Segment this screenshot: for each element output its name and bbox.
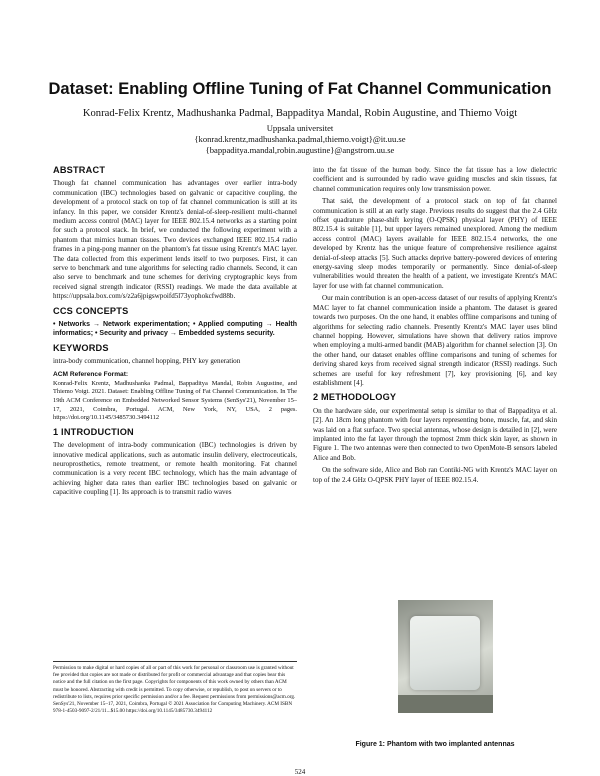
left-column — [53, 166, 297, 501]
author-list: Konrad-Felix Krentz, Madhushanka Padmal, Bappaditya Mandal, Robin Augustine, and Thiemo Voigt — [82, 108, 518, 119]
email-line-2: {bappaditya.mandal,robin.augustine}@angstrom.uu.se — [205, 145, 395, 155]
figure-caption: Figure 1: Phantom with two implanted antennas — [355, 741, 515, 748]
ccs-heading: CCS CONCEPTS — [53, 305, 129, 316]
methodology-paragraph-1: On the hardware side, our experimental setup is similar to that of Bappaditya et al. [2]. An 18cm long phantom with four layers representing bone, muscle, fat, and skin was laid on a flat surface. Two special antennas, whose design is detailed in [2], were implanted into the fat layer through the topmost 2mm thick skin layer, as shown in Figure 1. The two antennas were then connected to two OpenMote-B sensors labeled Alice and Bob. — [313, 406, 557, 462]
phantom-object — [410, 616, 480, 690]
permission-footnote: Permission to make digital or hard copies of all or part of this work for personal or classroom use is granted without fee provided that copies are not made or distributed for profit or commercial advantage and that copies bear this notice and the full citation on the first page. Copyrights for components of this work owned by others than ACM must be honored. Abstracting with credit is permitted. To copy otherwise, or republish, to post on servers or to redistribute to lists, requires prior specific permission and/or a fee. Request permissions from permissions@acm.org. SenSys'21, November 15–17, 2021, Coimbra, Portugal © 2021 Association for Computing Machinery. ACM ISBN 978-1-4503-9097-2/21/11...$15.00 https://doi.org/10.1145/3485730.3494112 — [53, 661, 297, 715]
intro-paragraph-1: The development of intra-body communication (IBC) technologies is driven by innovative medical applications, such as automatic insulin delivery, electroceuticals, neuroprosthetics, remote treatment, or remote health monitoring. Fat channel communication is a very recent IBC technology, which has the main advantage of achieving higher data rates than earlier IBC technologies based on galvanic or capacitive coupling [1]. Its approach is to transmit radio waves — [53, 441, 297, 497]
right-column — [313, 166, 557, 488]
paper-title: Dataset: Enabling Offline Tuning of Fat Channel Communication — [48, 80, 552, 98]
page-number: 524 — [294, 768, 306, 776]
photo-surface — [398, 695, 493, 713]
affiliation: Uppsala universitet — [266, 123, 334, 133]
reference-format-text: Konrad-Felix Krentz, Madhushanka Padmal, Bappaditya Mandal, Robin Augustine, and Thiemo Voigt. 2021. Dataset: Enabling Offline Tuning of Fat Channel Communication. In The 19th ACM Conference on Embedded Networked Sensor Systems (SenSys'21), November 15–17, 2021, Coimbra, Portugal. ACM, New York, NY, USA, 2 pages. https://doi.org/10.1145/3485730.3494112 — [53, 379, 297, 422]
abstract-text: Though fat channel communication has advantages over earlier intra-body communication (IBC) technologies based on galvanic or capacitive coupling, the development of a protocol stack on top of fat channel communication is still at its infancy. In this paper, we consider Krentz's denial-of-sleep-resilient multi-channel medium access control (MAC) layer for IEEE 802.15.4 networks as a starting point for such a protocol stack. In brief, we conducted the following experiment with a phantom that mimics human tissues. Two devices exchanged IEEE 802.15.4 radio frames in a ping-pong manner on the phantom's fat tissue using Krentz's MAC layer. The data collected from this experiment lends itself to two purposes. First, it can serve to benchmark and tune algorithms for selecting radio channels. Second, it can also serve to benchmark and tune schemes for deriving cryptographic keys from received signal strength indicator (RSSI) readings. We made the data available at https://uppsala.box.com/s/z2a6jpigswpoifd5l73yophokcfwd88b. — [53, 179, 297, 301]
email-line-1: {konrad.krentz,madhushanka.padmal,thiemo.voigt}@it.uu.se — [194, 134, 406, 144]
methodology-heading: 2 METHODOLOGY — [313, 392, 397, 403]
keywords-text: intra-body communication, channel hopping, PHY key generation — [53, 356, 241, 365]
intro-paragraph-3: Our main contribution is an open-access dataset of our results of applying Krentz's MAC layer to fat channel communication inside a phantom. The dataset is geared towards two purposes. On the one hand, it enables offline comparisons and tuning of algorithms for selecting radio channels. Presently Krentz's MAC layer uses blind channel hopping. However, simulations have shown that delivery ratios improve when employing a multi-armed bandit (MAB) algorithm for channel selection [3]. On the other hand, our dataset enables offline comparisons and tuning of schemes for deriving shared keys from received signal strength indicator (RSSI) readings. Such schemes are useful for key refreshment [7], key provisioning [6], and key establishment [4]. — [313, 294, 557, 387]
intro-heading: 1 INTRODUCTION — [53, 426, 134, 437]
intro-paragraph-2: That said, the development of a protocol stack on top of fat channel communication is still at an early stage. Previous results do suggest that the 2.4 GHz offset quadrature phase-shift keying (O-QPSK) physical layer (PHY) of IEEE 802.15.4 is suitable [1], but upper layers remained unexplored. Among the medium access control (MAC) layers available for IEEE 802.15.4 networks, the one developed by Krentz has the unique feature of comprehensive resilience against denial-of-sleep attacks [5]. Such attacks deprive battery-powered devices of entering energy-saving sleep modes temporarily or permanently. Since denial-of-sleep vulnerabilities would threaten the health of a patient, we investigate Krentz's MAC layer for use with fat channel communication. — [313, 197, 557, 290]
intro-paragraph-1-continued: into the fat tissue of the human body. Since the fat tissue has a low dielectric coefficient and is surrounded by radio wave guiding muscles and skin tissues, fat channel communication requires only low transmission power. — [313, 166, 557, 193]
reference-format-heading: ACM Reference Format: — [53, 371, 129, 379]
methodology-paragraph-2: On the software side, Alice and Bob ran Contiki-NG with Krentz's MAC layer on top of the 2.4 GHz O-QPSK PHY layer of IEEE 802.15.4. — [313, 466, 557, 484]
phantom-photo — [398, 600, 493, 713]
ccs-text: • Networks → Network experimentation; • Applied computing → Health informatics; • Security and privacy → Embedded systems security. — [53, 321, 297, 338]
keywords-heading: KEYWORDS — [53, 342, 109, 353]
abstract-heading: ABSTRACT — [53, 165, 106, 175]
